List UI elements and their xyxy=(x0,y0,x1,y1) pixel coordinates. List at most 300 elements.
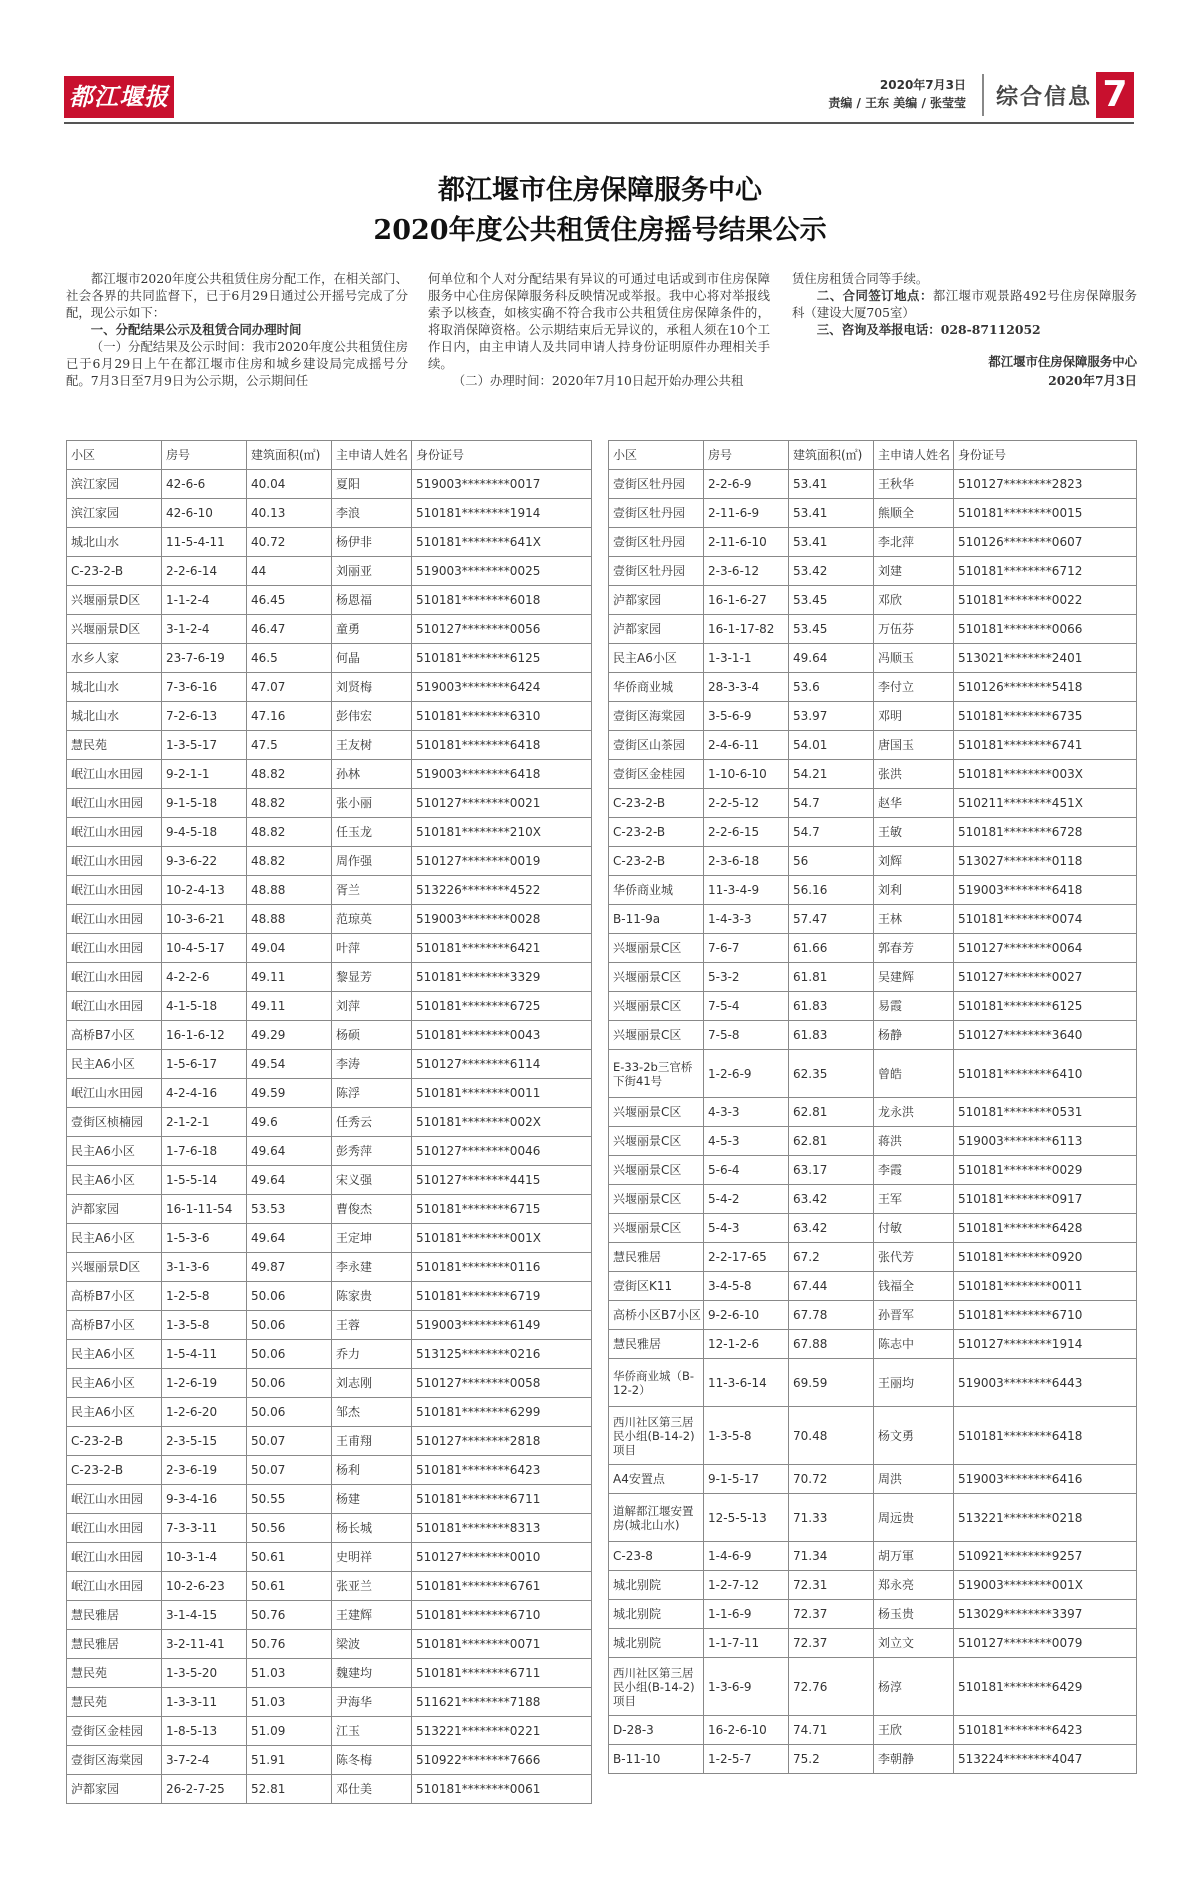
table-cell: 1-5-4-11 xyxy=(162,1340,247,1369)
table-cell: 李朝静 xyxy=(874,1745,954,1774)
table-cell: 40.13 xyxy=(247,499,332,528)
table-cell: 510181********003X xyxy=(954,760,1137,789)
table-cell: 岷江山水田园 xyxy=(67,789,162,818)
table-cell: 9-1-5-17 xyxy=(704,1465,789,1494)
table-row xyxy=(67,847,592,876)
table-cell: 1-2-7-12 xyxy=(704,1571,789,1600)
table-cell: 48.82 xyxy=(247,789,332,818)
table-cell: 4-2-4-16 xyxy=(162,1079,247,1108)
table-row xyxy=(609,760,1137,789)
table-cell: 熊顺全 xyxy=(874,499,954,528)
table-cell: 1-5-5-14 xyxy=(162,1166,247,1195)
table-cell: 10-3-1-4 xyxy=(162,1543,247,1572)
table-cell: 杨伊非 xyxy=(332,528,412,557)
table-cell: 510127********1914 xyxy=(954,1330,1137,1359)
table-cell: 510126********5418 xyxy=(954,673,1137,702)
table-row xyxy=(67,1021,592,1050)
table-cell: 岷江山水田园 xyxy=(67,847,162,876)
signature-date: 2020年7月3日 xyxy=(1048,373,1137,388)
table-cell: 510181********641X xyxy=(412,528,592,557)
table-cell: 唐国玉 xyxy=(874,731,954,760)
table-cell: 510181********0022 xyxy=(954,586,1137,615)
table-cell: 2-2-5-12 xyxy=(704,789,789,818)
table-cell: 53.6 xyxy=(789,673,874,702)
table-cell: 壹街区K11 xyxy=(609,1272,704,1301)
table-cell: 1-4-3-3 xyxy=(704,905,789,934)
signature-org: 都江堰市住房保障服务中心 xyxy=(988,354,1137,369)
table-cell: 47.5 xyxy=(247,731,332,760)
table-cell: 49.29 xyxy=(247,1021,332,1050)
table-cell: 510127********0079 xyxy=(954,1629,1137,1658)
table-cell: 1-3-5-17 xyxy=(162,731,247,760)
table-cell: 10-2-4-13 xyxy=(162,876,247,905)
table-row xyxy=(609,1359,1137,1407)
table-cell: 61.83 xyxy=(789,1021,874,1050)
table-cell: 61.81 xyxy=(789,963,874,992)
column-header: 身份证号 xyxy=(954,441,1137,470)
issue-date: 2020年7月3日 xyxy=(879,78,966,92)
table-cell: 56.16 xyxy=(789,876,874,905)
table-row xyxy=(609,1021,1137,1050)
table-cell: 51.03 xyxy=(247,1688,332,1717)
table-cell: 乔力 xyxy=(332,1340,412,1369)
table-cell: C-23-2-B xyxy=(67,1427,162,1456)
table-row xyxy=(67,586,592,615)
table-cell: 王甫翔 xyxy=(332,1427,412,1456)
table-row xyxy=(67,1340,592,1369)
table-cell: 1-3-1-1 xyxy=(704,644,789,673)
table-cell: 王蓉 xyxy=(332,1311,412,1340)
table-row xyxy=(609,499,1137,528)
table-cell: 陈浮 xyxy=(332,1079,412,1108)
table-cell: 510181********6423 xyxy=(954,1716,1137,1745)
contract-location: 都江堰市观景路492号住房保障服务科（建设大厦705室） xyxy=(792,288,1138,320)
table-cell: 23-7-6-19 xyxy=(162,644,247,673)
table-row xyxy=(67,1253,592,1282)
table-cell: C-23-2-B xyxy=(609,818,704,847)
table-cell: 513021********2401 xyxy=(954,644,1137,673)
table-cell: C-23-2-B xyxy=(609,789,704,818)
table-row xyxy=(609,1050,1137,1098)
table-row xyxy=(67,470,592,499)
table-cell: 杨利 xyxy=(332,1456,412,1485)
table-cell: 61.83 xyxy=(789,992,874,1021)
table-cell: 2-2-6-9 xyxy=(704,470,789,499)
masthead xyxy=(64,72,1134,122)
table-cell: 尹海华 xyxy=(332,1688,412,1717)
table-cell: 16-1-6-12 xyxy=(162,1021,247,1050)
table-cell: 岷江山水田园 xyxy=(67,1543,162,1572)
column-header: 身份证号 xyxy=(412,441,592,470)
table-cell: 慧民雅居 xyxy=(67,1630,162,1659)
table-cell: 72.31 xyxy=(789,1571,874,1600)
table-cell: C-23-2-B xyxy=(609,847,704,876)
table-cell: 510181********6310 xyxy=(412,702,592,731)
table-cell: 57.47 xyxy=(789,905,874,934)
intro-paragraph: （一）分配结果及公示时间：我市2020年度公共租赁住房已于6月29日上午在都江堰市住房和城乡建设局完成摇号分配。7月3日至7月9日为公示期，公示期间任 xyxy=(66,339,408,388)
table-cell: 1-2-6-19 xyxy=(162,1369,247,1398)
table-row xyxy=(609,586,1137,615)
table-cell: 壹街区海棠园 xyxy=(67,1746,162,1775)
table-cell: 邓欣 xyxy=(874,586,954,615)
table-cell: 9-2-1-1 xyxy=(162,760,247,789)
table-cell: 510181********6018 xyxy=(412,586,592,615)
table-cell: 510181********6710 xyxy=(954,1301,1137,1330)
table-cell: 62.35 xyxy=(789,1050,874,1098)
table-row xyxy=(609,731,1137,760)
table-cell: 3-4-5-8 xyxy=(704,1272,789,1301)
table-cell: 519003********6443 xyxy=(954,1359,1137,1407)
table-row xyxy=(609,847,1137,876)
table-cell: 510127********0021 xyxy=(412,789,592,818)
table-cell: 壹街区金桂园 xyxy=(67,1717,162,1746)
table-cell: 513027********0118 xyxy=(954,847,1137,876)
table-cell: 滨江家园 xyxy=(67,499,162,528)
table-cell: 50.61 xyxy=(247,1572,332,1601)
table-row xyxy=(67,789,592,818)
table-cell: 510127********0019 xyxy=(412,847,592,876)
table-cell: 510922********7666 xyxy=(412,1746,592,1775)
table-cell: 孙晋军 xyxy=(874,1301,954,1330)
table-row xyxy=(67,876,592,905)
table-cell: 49.64 xyxy=(247,1166,332,1195)
table-cell: 53.41 xyxy=(789,499,874,528)
table-cell: 510127********0058 xyxy=(412,1369,592,1398)
table-cell: 11-3-6-14 xyxy=(704,1359,789,1407)
table-cell: 510181********6715 xyxy=(412,1195,592,1224)
table-cell: 叶萍 xyxy=(332,934,412,963)
table-cell: 泸都家园 xyxy=(67,1195,162,1224)
table-cell: 邓仕美 xyxy=(332,1775,412,1804)
table-cell: 4-1-5-18 xyxy=(162,992,247,1021)
table-cell: 兴堰丽景D区 xyxy=(67,1253,162,1282)
table-row xyxy=(609,1542,1137,1571)
table-cell: 钱福全 xyxy=(874,1272,954,1301)
table-cell: 民主A6小区 xyxy=(67,1340,162,1369)
table-cell: 10-3-6-21 xyxy=(162,905,247,934)
table-cell: 510181********0920 xyxy=(954,1243,1137,1272)
table-cell: 49.59 xyxy=(247,1079,332,1108)
table-cell: 50.06 xyxy=(247,1369,332,1398)
table-cell: 53.45 xyxy=(789,586,874,615)
table-cell: 7-3-6-16 xyxy=(162,673,247,702)
table-cell: 黎显芳 xyxy=(332,963,412,992)
table-cell: 510181********6741 xyxy=(954,731,1137,760)
table-cell: 壹街区牡丹园 xyxy=(609,470,704,499)
table-cell: 城北山水 xyxy=(67,673,162,702)
table-cell: 510181********6428 xyxy=(954,1214,1137,1243)
table-cell: 蒋洪 xyxy=(874,1127,954,1156)
table-cell: 刘志刚 xyxy=(332,1369,412,1398)
table-cell: 3-2-11-41 xyxy=(162,1630,247,1659)
issue-editors: 责编 / 王东 美编 / 张莹莹 xyxy=(828,96,966,110)
table-cell: 邓明 xyxy=(874,702,954,731)
intro-column-2 xyxy=(428,270,770,389)
table-cell: 11-5-4-11 xyxy=(162,528,247,557)
table-cell: 510181********0116 xyxy=(412,1253,592,1282)
table-row xyxy=(67,1369,592,1398)
table-row xyxy=(67,1485,592,1514)
table-cell: 53.41 xyxy=(789,470,874,499)
table-cell: 2-2-6-14 xyxy=(162,557,247,586)
column-header: 建筑面积(㎡) xyxy=(789,441,874,470)
intro-paragraph: 都江堰市2020年度公共租赁住房分配工作，在相关部门、社会各界的共同监督下，已于6月29日通过公开摇号完成了分配，现公示如下： xyxy=(66,271,408,320)
table-cell: 王敏 xyxy=(874,818,954,847)
table-row xyxy=(67,1746,592,1775)
table-row xyxy=(609,818,1137,847)
table-row xyxy=(67,963,592,992)
table-cell: 水乡人家 xyxy=(67,644,162,673)
table-row xyxy=(67,644,592,673)
table-cell: 1-3-5-8 xyxy=(162,1311,247,1340)
table-row xyxy=(609,1214,1137,1243)
table-row xyxy=(67,818,592,847)
column-header: 主申请人姓名 xyxy=(332,441,412,470)
table-row xyxy=(67,615,592,644)
table-cell: 510921********9257 xyxy=(954,1542,1137,1571)
table-cell: 510181********6761 xyxy=(412,1572,592,1601)
table-cell: 9-1-5-18 xyxy=(162,789,247,818)
table-cell: 岷江山水田园 xyxy=(67,963,162,992)
table-cell: 50.07 xyxy=(247,1427,332,1456)
table-cell: 510181********6711 xyxy=(412,1659,592,1688)
table-row xyxy=(67,731,592,760)
table-cell: 510127********2823 xyxy=(954,470,1137,499)
table-cell: 杨静 xyxy=(874,1021,954,1050)
intro-column-3 xyxy=(792,270,1137,390)
table-cell: 48.82 xyxy=(247,818,332,847)
table-cell: 3-1-4-15 xyxy=(162,1601,247,1630)
table-cell: 付敏 xyxy=(874,1214,954,1243)
table-row xyxy=(67,1717,592,1746)
table-cell: 519003********0025 xyxy=(412,557,592,586)
table-cell: 胥兰 xyxy=(332,876,412,905)
table-cell: 民主A6小区 xyxy=(67,1166,162,1195)
table-cell: 梁波 xyxy=(332,1630,412,1659)
table-row xyxy=(609,528,1137,557)
table-cell: 慧民雅居 xyxy=(67,1601,162,1630)
table-cell: 510126********0607 xyxy=(954,528,1137,557)
headline-line-1: 都江堰市住房保障服务中心 xyxy=(438,175,762,206)
table-cell: 岷江山水田园 xyxy=(67,992,162,1021)
table-cell: 63.42 xyxy=(789,1185,874,1214)
table-cell: 9-3-4-16 xyxy=(162,1485,247,1514)
table-cell: 1-2-6-9 xyxy=(704,1050,789,1098)
table-cell: 城北别院 xyxy=(609,1629,704,1658)
table-cell: 2-1-2-1 xyxy=(162,1108,247,1137)
table-cell: 519003********6149 xyxy=(412,1311,592,1340)
table-cell: 李涛 xyxy=(332,1050,412,1079)
table-cell: 46.45 xyxy=(247,586,332,615)
table-cell: 民主A6小区 xyxy=(67,1137,162,1166)
headline-line-2: 2020年度公共租赁住房摇号结果公示 xyxy=(373,215,827,246)
table-cell: 兴堰丽景C区 xyxy=(609,992,704,1021)
table-cell: 刘建 xyxy=(874,557,954,586)
table-header-row xyxy=(609,441,1137,470)
table-cell: 兴堰丽景D区 xyxy=(67,615,162,644)
table-cell: 7-2-6-13 xyxy=(162,702,247,731)
table-cell: 54.7 xyxy=(789,818,874,847)
table-cell: 张代芳 xyxy=(874,1243,954,1272)
table-cell: 壹街区牡丹园 xyxy=(609,528,704,557)
table-cell: 民主A6小区 xyxy=(67,1398,162,1427)
table-cell: 72.37 xyxy=(789,1629,874,1658)
table-cell: 46.47 xyxy=(247,615,332,644)
table-cell: 510181********6429 xyxy=(954,1658,1137,1716)
table-row xyxy=(609,1272,1137,1301)
table-row xyxy=(609,1658,1137,1716)
table-cell: 张小丽 xyxy=(332,789,412,818)
table-cell: 1-3-6-9 xyxy=(704,1658,789,1716)
table-cell: 71.34 xyxy=(789,1542,874,1571)
table-row xyxy=(67,1688,592,1717)
table-cell: 49.64 xyxy=(789,644,874,673)
results-table-right xyxy=(608,440,1137,1774)
table-cell: 江玉 xyxy=(332,1717,412,1746)
table-row xyxy=(67,1398,592,1427)
table-cell: 61.66 xyxy=(789,934,874,963)
section-title: 综合信息 xyxy=(995,85,1092,110)
table-cell: 510181********0011 xyxy=(412,1079,592,1108)
table-cell: 510181********3329 xyxy=(412,963,592,992)
table-cell: 51.03 xyxy=(247,1659,332,1688)
table-cell: 孙林 xyxy=(332,760,412,789)
table-cell: 513029********3397 xyxy=(954,1600,1137,1629)
table-cell: 12-5-5-13 xyxy=(704,1494,789,1542)
table-cell: 龙永洪 xyxy=(874,1098,954,1127)
table-row xyxy=(609,1098,1137,1127)
table-cell: 任秀云 xyxy=(332,1108,412,1137)
table-cell: 吴建辉 xyxy=(874,963,954,992)
table-cell: C-23-2-B xyxy=(67,1456,162,1485)
table-row xyxy=(67,1079,592,1108)
table-cell: 70.48 xyxy=(789,1407,874,1465)
table-cell: 壹街区山茶园 xyxy=(609,731,704,760)
table-cell: 华侨商业城 xyxy=(609,673,704,702)
table-row xyxy=(609,1600,1137,1629)
table-cell: 高桥B7小区 xyxy=(67,1282,162,1311)
table-cell: 兴堰丽景C区 xyxy=(609,1156,704,1185)
table-cell: 519003********001X xyxy=(954,1571,1137,1600)
table-cell: 兴堰丽景C区 xyxy=(609,1098,704,1127)
table-cell: 49.11 xyxy=(247,992,332,1021)
table-cell: 47.16 xyxy=(247,702,332,731)
table-cell: 杨恩福 xyxy=(332,586,412,615)
table-row xyxy=(67,1601,592,1630)
table-cell: 510181********6423 xyxy=(412,1456,592,1485)
table-cell: 1-1-7-11 xyxy=(704,1629,789,1658)
table-cell: 510127********6114 xyxy=(412,1050,592,1079)
table-cell: 岷江山水田园 xyxy=(67,760,162,789)
table-cell: 50.76 xyxy=(247,1630,332,1659)
table-cell: 彭伟宏 xyxy=(332,702,412,731)
table-cell: 519003********6416 xyxy=(954,1465,1137,1494)
table-row xyxy=(67,1311,592,1340)
table-cell: 壹街区牡丹园 xyxy=(609,499,704,528)
table-row xyxy=(67,934,592,963)
table-cell: 王友树 xyxy=(332,731,412,760)
table-cell: D-28-3 xyxy=(609,1716,704,1745)
table-cell: 1-8-5-13 xyxy=(162,1717,247,1746)
table-cell: 兴堰丽景C区 xyxy=(609,1127,704,1156)
table-cell: 2-4-6-11 xyxy=(704,731,789,760)
table-cell: 壹街区金桂园 xyxy=(609,760,704,789)
table-row xyxy=(67,673,592,702)
table-cell: 510181********6735 xyxy=(954,702,1137,731)
table-cell: 4-3-3 xyxy=(704,1098,789,1127)
table-cell: 54.7 xyxy=(789,789,874,818)
table-cell: 10-4-5-17 xyxy=(162,934,247,963)
table-cell: 杨硕 xyxy=(332,1021,412,1050)
table-cell: 张亚兰 xyxy=(332,1572,412,1601)
table-cell: C-23-2-B xyxy=(67,557,162,586)
table-cell: 李永建 xyxy=(332,1253,412,1282)
table-cell: 510181********0029 xyxy=(954,1156,1137,1185)
table-cell: 杨淳 xyxy=(874,1658,954,1716)
table-cell: 杨文勇 xyxy=(874,1407,954,1465)
table-cell: 华侨商业城（B-12-2） xyxy=(609,1359,704,1407)
table-cell: 510181********6728 xyxy=(954,818,1137,847)
table-cell: 1-2-5-8 xyxy=(162,1282,247,1311)
table-cell: 54.01 xyxy=(789,731,874,760)
table-cell: 1-5-6-17 xyxy=(162,1050,247,1079)
table-header-row xyxy=(67,441,592,470)
table-cell: 510181********0071 xyxy=(412,1630,592,1659)
table-cell: 510181********0015 xyxy=(954,499,1137,528)
table-cell: 510181********0531 xyxy=(954,1098,1137,1127)
table-cell: 7-5-8 xyxy=(704,1021,789,1050)
table-cell: 44 xyxy=(247,557,332,586)
table-row xyxy=(609,615,1137,644)
table-cell: 高桥小区B7小区 xyxy=(609,1301,704,1330)
table-row xyxy=(609,1301,1137,1330)
table-cell: 53.42 xyxy=(789,557,874,586)
table-cell: 513224********4047 xyxy=(954,1745,1137,1774)
table-cell: 城北别院 xyxy=(609,1571,704,1600)
table-cell: 49.54 xyxy=(247,1050,332,1079)
table-cell: 曾皓 xyxy=(874,1050,954,1098)
table-cell: 刘立文 xyxy=(874,1629,954,1658)
table-cell: 5-4-2 xyxy=(704,1185,789,1214)
table-cell: 邹杰 xyxy=(332,1398,412,1427)
table-cell: 519003********6418 xyxy=(412,760,592,789)
table-cell: 1-2-6-20 xyxy=(162,1398,247,1427)
table-cell: 杨玉贵 xyxy=(874,1600,954,1629)
table-cell: 10-2-6-23 xyxy=(162,1572,247,1601)
table-cell: 50.61 xyxy=(247,1543,332,1572)
table-cell: 兴堰丽景C区 xyxy=(609,934,704,963)
table-cell: 刘丽亚 xyxy=(332,557,412,586)
table-cell: 王丽均 xyxy=(874,1359,954,1407)
table-cell: A4安置点 xyxy=(609,1465,704,1494)
table-row xyxy=(609,876,1137,905)
table-cell: 1-1-6-9 xyxy=(704,1600,789,1629)
table-row xyxy=(67,528,592,557)
table-cell: 510181********6421 xyxy=(412,934,592,963)
table-cell: 48.82 xyxy=(247,847,332,876)
table-cell: 2-3-6-19 xyxy=(162,1456,247,1485)
table-cell: 519003********6424 xyxy=(412,673,592,702)
table-cell: 泸都家园 xyxy=(609,615,704,644)
table-cell: 510181********0061 xyxy=(412,1775,592,1804)
table-cell: 48.88 xyxy=(247,905,332,934)
table-cell: 50.76 xyxy=(247,1601,332,1630)
newspaper-logo: 都江堰报 xyxy=(64,76,174,118)
table-cell: 510181********6418 xyxy=(412,731,592,760)
table-cell: 2-11-6-9 xyxy=(704,499,789,528)
issue-info xyxy=(828,76,966,112)
table-row xyxy=(67,992,592,1021)
